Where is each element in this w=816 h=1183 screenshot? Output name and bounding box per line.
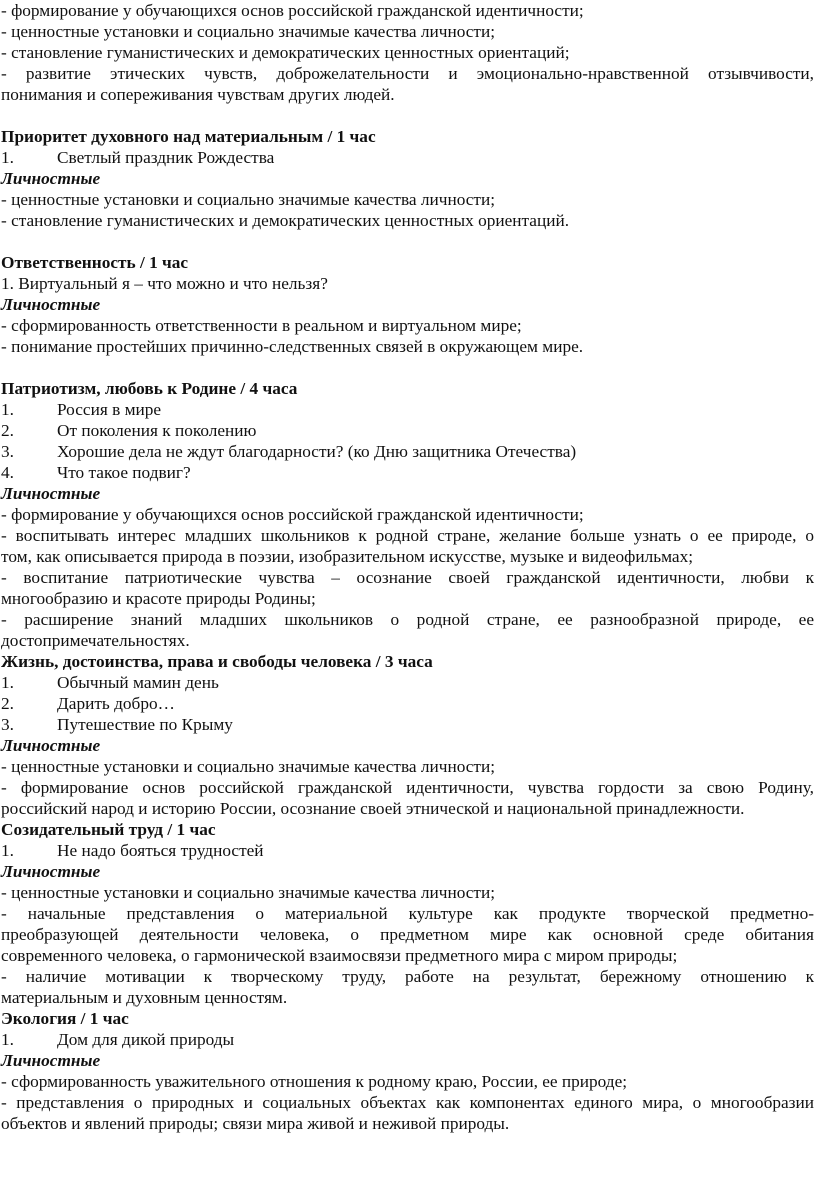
list-item (1, 399, 814, 420)
paragraph-line: 1. Виртуальный я – что можно и что нельзя? (1, 274, 328, 293)
paragraph-line: - ценностные установки и социально значимые качества личности; (1, 190, 496, 209)
list-item-text: Обычный мамин день (57, 673, 219, 692)
list-item-number: 1. (1, 1030, 14, 1049)
list-item-text: От поколения к поколению (57, 421, 257, 440)
list-item-text: Не надо бояться трудностей (57, 841, 264, 860)
list-item (1, 462, 814, 483)
paragraph-line: - начальные представления о материальной культуре как продукте творческой предметно- (1, 904, 814, 923)
paragraph-line: - развитие этических чувств, доброжелательности и эмоционально-нравственной отзывчивости, (1, 64, 814, 83)
paragraph-line: - формирование у обучающихся основ российской гражданской идентичности; (1, 1, 584, 20)
section-heading: Приоритет духовного над материальным / 1 час (1, 127, 376, 146)
paragraph-line: - ценностные установки и социально значимые качества личности; (1, 22, 496, 41)
list-item-text: Что такое подвиг? (57, 463, 191, 482)
paragraph-line: достопримечательностях. (1, 631, 190, 650)
list-item-number: 3. (1, 442, 14, 461)
list-item-text: Путешествие по Крыму (57, 715, 233, 734)
subsection-label: Личностные (1, 484, 101, 503)
paragraph-line: - расширение знаний младших школьников о родной стране, ее разнообразной природе, ее (1, 610, 814, 629)
paragraph-line: - становление гуманистических и демократических ценностных ориентаций; (1, 43, 570, 62)
list-item-text: Дарить добро… (57, 694, 175, 713)
paragraph-line: - формирование основ российской гражданской идентичности, чувства гордости за свою Родину, (1, 778, 814, 797)
list-item (1, 147, 814, 168)
list-item-number: 2. (1, 694, 14, 713)
section-heading: Экология / 1 час (1, 1009, 129, 1028)
paragraph-line: - формирование у обучающихся основ российской гражданской идентичности; (1, 505, 584, 524)
paragraph-line: материальным и духовным ценностям. (1, 988, 288, 1007)
paragraph-line: - воспитывать интерес младших школьников к родной стране, желание больше узнать о ее природе, о (1, 526, 814, 545)
paragraph-line: российский народ и историю России, осознание своей этнической и национальной принадлежности. (1, 799, 745, 818)
list-item (1, 420, 814, 441)
list-item-number: 1. (1, 148, 14, 167)
list-item-text: Россия в мире (57, 400, 162, 419)
paragraph-line: - понимание простейших причинно-следственных связей в окружающем мире. (1, 337, 584, 356)
list-item-number: 1. (1, 673, 14, 692)
subsection-label: Личностные (1, 736, 101, 755)
paragraph-line: многообразию и красоте природы Родины; (1, 589, 316, 608)
subsection-label: Личностные (1, 169, 101, 188)
paragraph-line: - наличие мотивации к творческому труду, работе на результат, бережному отношению к (1, 967, 814, 986)
paragraph-line: - ценностные установки и социально значимые качества личности; (1, 883, 496, 902)
paragraph-line: - ценностные установки и социально значимые качества личности; (1, 757, 496, 776)
list-item (1, 1029, 814, 1050)
section-heading: Патриотизм, любовь к Родине / 4 часа (1, 379, 298, 398)
list-item-number: 1. (1, 400, 14, 419)
list-item-text: Хорошие дела не ждут благодарности? (ко Дню защитника Отечества) (57, 442, 577, 461)
paragraph-line: - сформированность уважительного отношения к родному краю, России, ее природе; (1, 1072, 628, 1091)
paragraph-line: современного человека, о гармонической взаимосвязи предметного мира с миром природы; (1, 946, 678, 965)
list-item-text: Дом для дикой природы (57, 1030, 235, 1049)
list-item (1, 714, 814, 735)
list-item-number: 2. (1, 421, 14, 440)
subsection-label: Личностные (1, 862, 101, 881)
section-heading: Ответственность / 1 час (1, 253, 189, 272)
section-heading: Созидательный труд / 1 час (1, 820, 216, 839)
section-heading: Жизнь, достоинства, права и свободы человека / 3 часа (1, 652, 433, 671)
paragraph-line: - становление гуманистических и демократических ценностных ориентаций. (1, 211, 570, 230)
paragraph-line: том, как описывается природа в поэзии, изобразительном искусстве, музыке и видеофильмах; (1, 547, 694, 566)
subsection-label: Личностные (1, 295, 101, 314)
subsection-label: Личностные (1, 1051, 101, 1070)
list-item-number: 3. (1, 715, 14, 734)
paragraph-line: понимания и сопереживания чувствам других людей. (1, 85, 395, 104)
paragraph-line: - воспитание патриотические чувства – осознание своей гражданской идентичности, любви к (1, 568, 814, 587)
list-item (1, 441, 814, 462)
list-item-number: 1. (1, 841, 14, 860)
paragraph-line: - представления о природных и социальных объектах как компонентах единого мира, о многообразии (1, 1093, 814, 1112)
list-item (1, 840, 814, 861)
paragraph-line: преобразующей деятельности человека, о предметном мире как основной среде обитания (1, 925, 814, 944)
list-item (1, 672, 814, 693)
list-item (1, 693, 814, 714)
paragraph-line: - сформированность ответственности в реальном и виртуальном мире; (1, 316, 522, 335)
paragraph-line: объектов и явлений природы; связи мира живой и неживой природы. (1, 1114, 510, 1133)
list-item-text: Светлый праздник Рождества (57, 148, 275, 167)
list-item-number: 4. (1, 463, 14, 482)
